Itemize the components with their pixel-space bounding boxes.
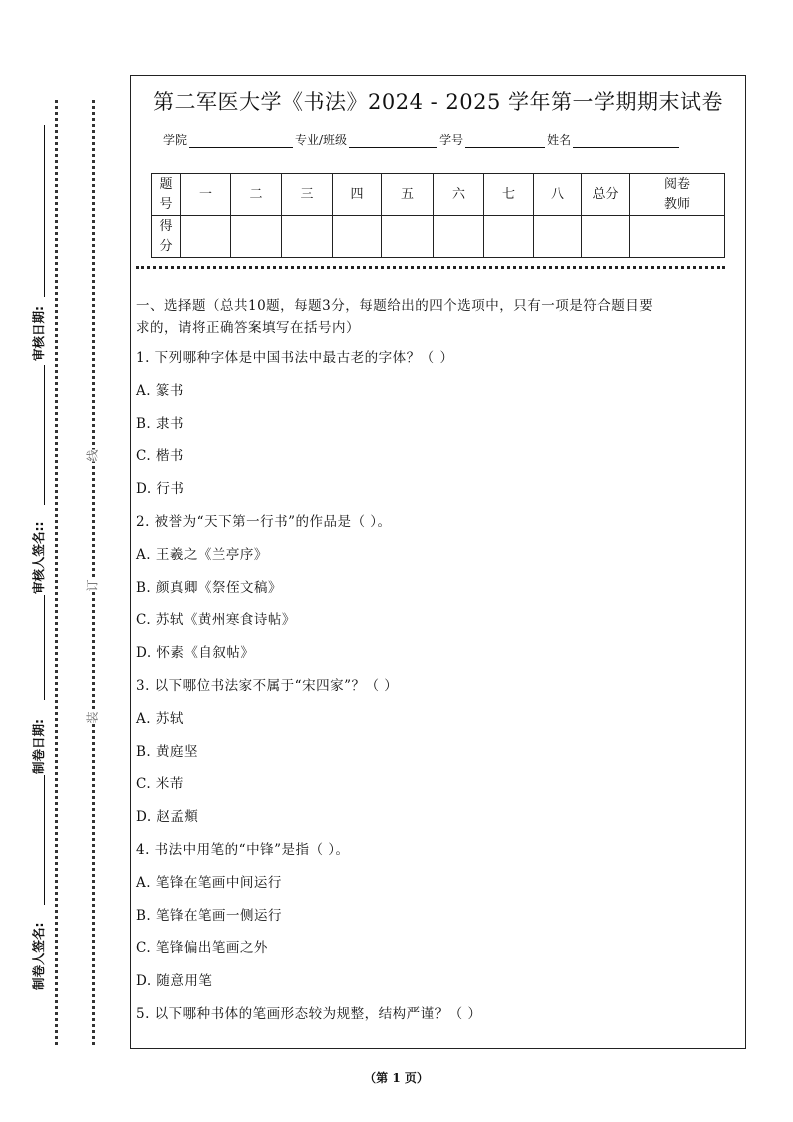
score-cell[interactable] [630,216,725,258]
compile-date-label: 制卷日期: [31,719,46,774]
column-header: 八 [534,174,582,216]
student-id-field[interactable] [465,134,545,148]
signature-line [44,775,45,905]
column-header: 五 [382,174,434,216]
column-header: 二 [231,174,282,216]
reviewer-header: 阅卷 教师 [630,174,725,216]
major-class-field[interactable] [349,134,437,148]
answer-option: C. 笔锋偏出笔画之外 [136,940,268,957]
binding-dotted-line-outer [55,100,58,1045]
signature-line [44,595,45,700]
signature-line [44,365,45,505]
answer-option: A. 王羲之《兰亭序》 [136,546,268,563]
reviewer-signature-label: 审核人签名:: [31,521,46,594]
answer-option: A. 篆书 [136,382,184,399]
answer-option: D. 行书 [136,481,185,498]
score-cell[interactable] [382,216,434,258]
binding-mark-staple: 订 [85,579,100,592]
question-stem: 4. 书法中用笔的“中锋”是指（ ）。 [136,842,350,858]
answer-option: B. 隶书 [136,415,185,432]
score-cell[interactable] [333,216,382,258]
binding-mark-bind: 装 [85,711,100,724]
college-field[interactable] [189,134,293,148]
column-header: 一 [181,174,231,216]
dotted-separator [136,266,725,269]
answer-option: B. 颜真卿《祭侄文稿》 [136,579,283,596]
exam-title: 第二军医大学《书法》2024 - 2025 学年第一学期期末试卷 [152,90,723,114]
answer-option: D. 随意用笔 [136,973,213,990]
score-cell[interactable] [582,216,630,258]
score-header: 得 分 [152,216,181,258]
answer-option: A. 笔锋在笔画中间运行 [136,874,282,891]
section-heading: 求的，请将正确答案填写在括号内） [136,320,360,336]
score-cell[interactable] [282,216,333,258]
answer-option: D. 赵孟頫 [136,809,199,826]
question-stem: 1. 下列哪种字体是中国书法中最古老的字体？（ ） [136,350,454,366]
score-cell[interactable] [181,216,231,258]
answer-option: B. 笔锋在笔画一侧运行 [136,907,283,924]
question-stem: 2. 被誉为“天下第一行书”的作品是（ ）。 [136,514,392,530]
name-label: 姓名 [547,133,572,147]
page-number: （第 1 页） [364,1071,429,1085]
answer-option: B. 黄庭坚 [136,743,199,760]
column-header: 七 [484,174,534,216]
name-field[interactable] [573,134,679,148]
question-stem: 3. 以下哪位书法家不属于“宋四家”？（ ） [136,678,399,694]
answer-option: C. 苏轼《黄州寒食诗帖》 [136,612,296,629]
column-header: 总分 [582,174,630,216]
answer-option: C. 楷书 [136,448,184,465]
binding-dotted-line-inner [92,100,95,1045]
score-cell[interactable] [434,216,484,258]
major-class-label: 专业/班级 [295,133,348,147]
score-row [152,216,725,258]
column-header: 三 [282,174,333,216]
review-date-label: 审核日期: [31,306,46,361]
signature-line [44,125,45,297]
score-cell[interactable] [484,216,534,258]
college-label: 学院 [163,133,188,147]
student-info-line [163,131,681,148]
compiler-signature-label: 制卷人签名: [31,922,46,990]
answer-option: C. 米芾 [136,776,184,793]
score-table [151,173,725,258]
answer-option: D. 怀素《自叙帖》 [136,645,255,662]
question-number-row [152,174,725,216]
section-heading: 一、选择题（总共10题，每题3分，每题给出的四个选项中，只有一项是符合题目要 [136,298,654,314]
binding-mark-line: 线 [85,449,100,462]
score-cell[interactable] [231,216,282,258]
column-header: 四 [333,174,382,216]
question-number-header: 题 号 [152,174,181,216]
score-cell[interactable] [534,216,582,258]
student-id-label: 学号 [439,133,464,147]
question-stem: 5. 以下哪种书体的笔画形态较为规整，结构严谨？（ ） [136,1006,482,1022]
column-header: 六 [434,174,484,216]
answer-option: A. 苏轼 [136,710,184,727]
